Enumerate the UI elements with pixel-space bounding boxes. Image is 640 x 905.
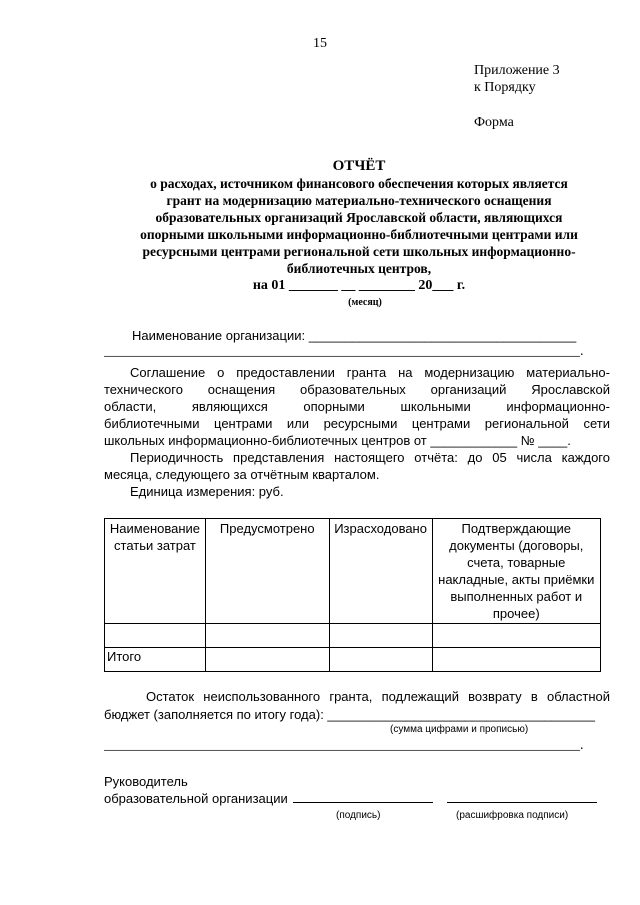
title-line-5: ресурсными центрами региональной сети школьных информационно- <box>142 244 576 259</box>
title-line-3: образовательных организаций Ярославской области, являющихся <box>155 210 563 225</box>
title-line-6: библиотечных центров, <box>286 261 432 276</box>
appendix-line-2: к Порядку <box>474 80 536 95</box>
agreement-line-5: школьных информационно-библиотечных центров от ____________ № ____. <box>104 433 571 448</box>
organization-name-line: ____________________________________________________________________. <box>104 344 584 359</box>
appendix-line-1: Приложение 3 <box>474 63 560 78</box>
sign-note: (подпись) <box>336 810 381 821</box>
agreement-line-1: Соглашение о предоставлении гранта на модернизацию материально- <box>130 365 610 380</box>
signature-field[interactable] <box>293 791 433 803</box>
signature-decode-field[interactable] <box>447 791 597 803</box>
total-label: Итого <box>105 648 206 672</box>
header-documents: Подтверждающие документы (договоры, счета, товарные накладные, акты приёмки выполненных работ и прочее) <box>432 519 600 624</box>
signature-role: образовательной организации <box>104 791 288 806</box>
signature-block <box>104 773 597 807</box>
sum-note: (сумма цифрами и прописью) <box>390 724 529 735</box>
agreement-line-2: технического оснащения образовательных организаций Ярославской <box>104 382 610 397</box>
remainder-block <box>104 688 610 724</box>
header-planned: Предусмотрено <box>205 519 329 624</box>
report-date-line: на 01 _______ __ ________ 20___ г. <box>252 278 466 293</box>
table-cell[interactable] <box>432 624 600 648</box>
table-cell[interactable] <box>329 648 432 672</box>
table-cell[interactable] <box>205 648 329 672</box>
remainder-line-2: бюджет (заполняется по итогу года): _____________________________________ <box>104 707 595 722</box>
table-cell[interactable] <box>205 624 329 648</box>
appendix-note <box>474 62 560 96</box>
remainder-line-3: ____________________________________________________________________. <box>104 738 584 753</box>
page-number: 15 <box>313 36 327 51</box>
table-row <box>105 624 601 648</box>
organization-name-label: Наименование организации: _____________________________________ <box>132 328 577 343</box>
unit-text: Единица измерения: руб. <box>130 484 284 499</box>
periodicity-text: Периодичность представления настоящего отчёта: до 05 числа каждого месяца, следующего за отчётным кварталом. <box>104 450 610 482</box>
title-line-1: о расходах, источником финансового обеспечения которых является <box>150 176 568 191</box>
title-head: ОТЧЁТ <box>332 158 386 174</box>
table-header-row <box>105 519 601 624</box>
report-title <box>104 158 614 294</box>
decode-note: (расшифровка подписи) <box>456 810 569 821</box>
remainder-line-1: Остаток неиспользованного гранта, подлежащий возврату в областной <box>146 689 610 704</box>
agreement-line-3: области, являющихся опорными школьными информационно- <box>104 399 610 414</box>
header-spent: Израсходовано <box>329 519 432 624</box>
month-note: (месяц) <box>348 297 382 308</box>
table-total-row <box>105 648 601 672</box>
header-cost-item: Наименование статьи затрат <box>105 519 206 624</box>
signature-line-1: Руководитель <box>104 774 188 789</box>
agreement-line-4: библиотечными центрами или ресурсными центрами региональной сети <box>104 416 610 431</box>
title-line-4: опорными школьными информационно-библиотечными центрами или <box>140 227 578 242</box>
table-cell[interactable] <box>105 624 206 648</box>
expenses-table <box>104 518 601 672</box>
form-label: Форма <box>474 115 514 130</box>
title-line-2: грант на модернизацию материально-технического оснащения <box>166 193 552 208</box>
report-body <box>104 364 610 500</box>
table-cell[interactable] <box>432 648 600 672</box>
table-cell[interactable] <box>329 624 432 648</box>
signature-line-2 <box>104 790 597 807</box>
